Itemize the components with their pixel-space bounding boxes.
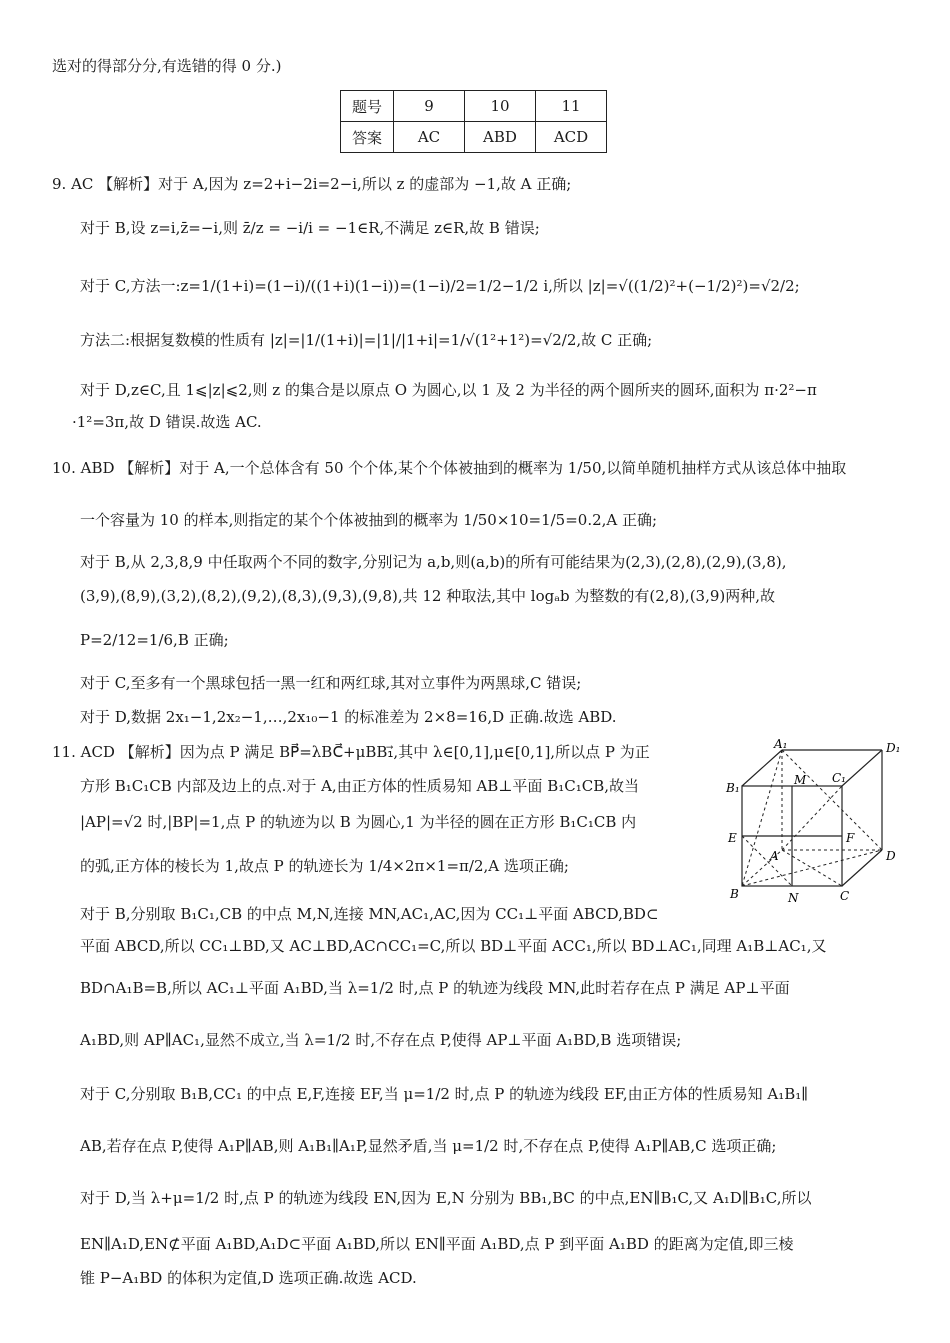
- label-D: D: [886, 849, 896, 863]
- q10-line-4: (3,9),(8,9),(3,2),(8,2),(9,2),(8,3),(9,3),(9,8),共 12 种取法,其中 logₐb 为整数的有(2,8),(3,9)两种,故: [80, 587, 776, 605]
- label-B1: B₁: [726, 781, 740, 795]
- table-row: 答案 AC ABD ACD: [341, 122, 607, 153]
- label-M: M: [794, 773, 807, 787]
- intro-text: 选对的得部分分,有选错的得 0 分.): [52, 57, 282, 75]
- q9-line-5: 对于 D,z∈C,且 1⩽|z|⩽2,则 z 的集合是以原点 O 为圆心,以 1 及 2 为半径的两个圆所夹的圆环,面积为 π·2²−π: [80, 381, 817, 399]
- answer-table: [340, 90, 607, 153]
- q11-line-2: 方形 B₁C₁CB 内部及边上的点.对于 A,由正方体的性质易知 AB⊥平面 B₁C₁CB,故当: [80, 777, 639, 795]
- label-C1: C₁: [832, 771, 846, 785]
- label-C: C: [840, 889, 850, 903]
- q10-line-7: 对于 D,数据 2x₁−1,2x₂−1,…,2x₁₀−1 的标准差为 2×8=16,D 正确.故选 ABD.: [80, 708, 617, 726]
- q11-line-8: A₁BD,则 AP∥AC₁,显然不成立,当 λ=1/2 时,不存在点 P,使得 AP⊥平面 A₁BD,B 选项错误;: [80, 1031, 682, 1049]
- label-E: E: [728, 831, 737, 845]
- q11-line-3: |AP|=√2 时,|BP|=1,点 P 的轨迹为以 B 为圆心,1 为半径的圆在正方形 B₁C₁CB 内: [80, 813, 637, 831]
- q9-line-3: 对于 C,方法一:z=1/(1+i)=(1−i)/((1+i)(1−i))=(1−i)/2=1/2−1/2 i,所以 |z|=√((1/2)²+(−1/2)²)=√2/2;: [80, 277, 800, 295]
- label-N: N: [788, 891, 799, 905]
- q10-line-3: 对于 B,从 2,3,8,9 中任取两个不同的数字,分别记为 a,b,则(a,b)的所有可能结果为(2,3),(2,8),(2,9),(3,8),: [80, 553, 787, 571]
- q10-line-1: 10. ABD 【解析】对于 A,一个总体含有 50 个个体,某个个体被抽到的概率为 1/50,以简单随机抽样方式从该总体中抽取: [52, 459, 847, 477]
- q11-line-4: 的弧,正方体的棱长为 1,故点 P 的轨迹长为 1/4×2π×1=π/2,A 选项正确;: [80, 857, 569, 875]
- q11-line-12: EN∥A₁D,EN⊄平面 A₁BD,A₁D⊂平面 A₁BD,所以 EN∥平面 A₁BD,点 P 到平面 A₁BD 的距离为定值,即三棱: [80, 1235, 794, 1253]
- label-A: A: [770, 849, 779, 863]
- label-A1: A₁: [774, 738, 788, 751]
- q9-line-4: 方法二:根据复数模的性质有 |z|=|1/(1+i)|=|1|/|1+i|=1/√(1²+1²)=√2/2,故 C 正确;: [80, 331, 653, 349]
- cube-figure: [722, 738, 912, 913]
- label-B: B: [730, 887, 739, 901]
- q11-line-10: AB,若存在点 P,使得 A₁P∥AB,则 A₁B₁∥A₁P,显然矛盾,当 μ=1/2 时,不存在点 P,使得 A₁P∥AB,C 选项正确;: [80, 1137, 777, 1155]
- label-F: F: [846, 831, 855, 845]
- label-D1: D₁: [886, 741, 901, 755]
- q10-line-5: P=2/12=1/6,B 正确;: [80, 631, 229, 649]
- q9-line-2: 对于 B,设 z=i,z̄=−i,则 z̄/z = −i/i = −1∈R,不满足 z∈R,故 B 错误;: [80, 219, 540, 237]
- q11-line-9: 对于 C,分别取 B₁B,CC₁ 的中点 E,F,连接 EF,当 μ=1/2 时,点 P 的轨迹为线段 EF,由正方体的性质易知 A₁B₁∥: [80, 1085, 809, 1103]
- q9-line-1: 9. AC 【解析】对于 A,因为 z=2+i−2i=2−i,所以 z 的虚部为 −1,故 A 正确;: [52, 175, 572, 193]
- q9-line-6: ·1²=3π,故 D 错误.故选 AC.: [72, 413, 262, 431]
- table-row: 题号 9 10 11: [341, 91, 607, 122]
- q10-line-6: 对于 C,至多有一个黑球包括一黑一红和两红球,其对立事件为两黑球,C 错误;: [80, 674, 582, 692]
- q10-line-2: 一个容量为 10 的样本,则指定的某个个体被抽到的概率为 1/50×10=1/5=0.2,A 正确;: [80, 511, 658, 529]
- q11-line-7: BD∩A₁B=B,所以 AC₁⊥平面 A₁BD,当 λ=1/2 时,点 P 的轨迹为线段 MN,此时若存在点 P 满足 AP⊥平面: [80, 979, 790, 997]
- q11-line-1: 11. ACD 【解析】因为点 P 满足 BP⃗=λBC⃗+μBB₁⃗,其中 λ∈[0,1],μ∈[0,1],所以点 P 为正: [52, 743, 650, 761]
- q11-line-11: 对于 D,当 λ+μ=1/2 时,点 P 的轨迹为线段 EN,因为 E,N 分别为 BB₁,BC 的中点,EN∥B₁C,又 A₁D∥B₁C,所以: [80, 1189, 812, 1207]
- q11-line-5: 对于 B,分别取 B₁C₁,CB 的中点 M,N,连接 MN,AC₁,AC,因为 CC₁⊥平面 ABCD,BD⊂: [80, 905, 659, 923]
- q11-line-13: 锥 P−A₁BD 的体积为定值,D 选项正确.故选 ACD.: [80, 1269, 417, 1287]
- q11-line-6: 平面 ABCD,所以 CC₁⊥BD,又 AC⊥BD,AC∩CC₁=C,所以 BD⊥平面 ACC₁,所以 BD⊥AC₁,同理 A₁B⊥AC₁,又: [80, 937, 827, 955]
